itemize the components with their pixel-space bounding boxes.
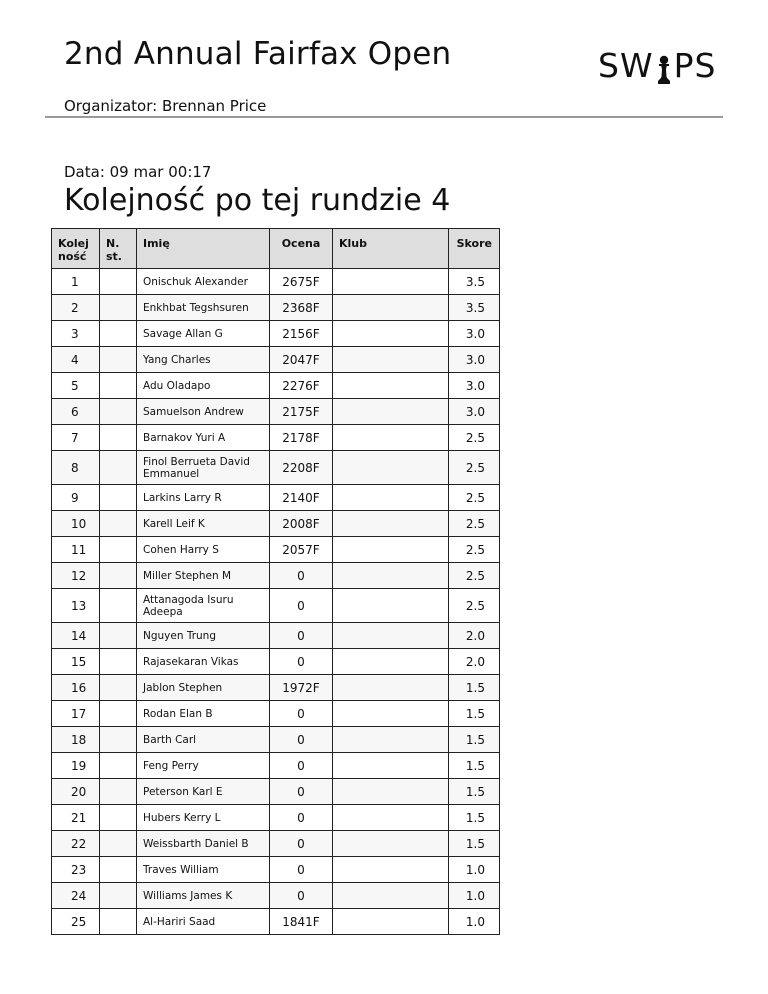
start-number-cell [100,883,137,909]
table-row [52,675,500,701]
club-cell [333,485,449,511]
logo-text-right: PS [673,46,717,85]
start-number-cell [100,425,137,451]
table-row [52,321,500,347]
start-number-cell [100,511,137,537]
club-cell [333,623,449,649]
rank-cell: 1 [52,269,100,295]
start-number-cell [100,623,137,649]
table-row [52,399,500,425]
rank-cell: 25 [52,909,100,935]
player-name-cell: Barth Carl [137,727,270,753]
rating-cell: 1841F [270,909,333,935]
player-name-cell: Feng Perry [137,753,270,779]
table-row [52,649,500,675]
player-name-cell: Barnakov Yuri A [137,425,270,451]
column-header-name: Imię [137,229,270,269]
rating-cell: 1972F [270,675,333,701]
player-name-cell: Weissbarth Daniel B [137,831,270,857]
club-cell [333,883,449,909]
club-cell [333,753,449,779]
rank-cell: 18 [52,727,100,753]
rating-cell: 2276F [270,373,333,399]
start-number-cell [100,373,137,399]
player-name-cell: Rajasekaran Vikas [137,649,270,675]
rank-cell: 24 [52,883,100,909]
start-number-cell [100,295,137,321]
rating-cell: 2175F [270,399,333,425]
score-cell: 3.5 [449,269,500,295]
table-row [52,451,500,485]
start-number-cell [100,857,137,883]
table-row [52,589,500,623]
player-name-cell: Peterson Karl E [137,779,270,805]
rank-cell: 20 [52,779,100,805]
club-cell [333,511,449,537]
rating-cell: 2140F [270,485,333,511]
player-name-cell: Nguyen Trung [137,623,270,649]
start-number-cell [100,589,137,623]
rank-cell: 6 [52,399,100,425]
logo-text-left: SW [598,46,654,85]
start-number-cell [100,779,137,805]
table-row [52,753,500,779]
score-cell: 2.5 [449,511,500,537]
rating-cell: 2178F [270,425,333,451]
rating-cell: 0 [270,563,333,589]
rank-cell: 2 [52,295,100,321]
player-name-cell: Cohen Harry S [137,537,270,563]
club-cell [333,563,449,589]
player-name-cell: Hubers Kerry L [137,805,270,831]
score-cell: 2.5 [449,425,500,451]
rank-cell: 15 [52,649,100,675]
table-row [52,857,500,883]
standings-heading: Kolejność po tej rundzie 4 [64,183,451,218]
start-number-cell [100,269,137,295]
column-header-score: Skore [449,229,500,269]
club-cell [333,269,449,295]
club-cell [333,649,449,675]
start-number-cell [100,347,137,373]
start-number-cell [100,831,137,857]
score-cell: 1.5 [449,701,500,727]
club-cell [333,857,449,883]
club-cell [333,347,449,373]
club-cell [333,805,449,831]
score-cell: 2.5 [449,589,500,623]
club-cell [333,779,449,805]
rating-cell: 0 [270,701,333,727]
score-cell: 3.0 [449,321,500,347]
club-cell [333,909,449,935]
rank-cell: 3 [52,321,100,347]
club-cell [333,321,449,347]
rating-cell: 0 [270,857,333,883]
rank-cell: 11 [52,537,100,563]
table-row [52,563,500,589]
chess-pawn-icon [655,55,673,85]
start-number-cell [100,649,137,675]
club-cell [333,425,449,451]
column-header-club: Klub [333,229,449,269]
column-header-rank: Kolej ność [52,229,100,269]
rank-cell: 10 [52,511,100,537]
player-name-cell: Savage Allan G [137,321,270,347]
score-cell: 1.5 [449,753,500,779]
player-name-cell: Miller Stephen M [137,563,270,589]
table-row [52,779,500,805]
rating-cell: 2047F [270,347,333,373]
rank-cell: 13 [52,589,100,623]
start-number-cell [100,909,137,935]
page-title: 2nd Annual Fairfax Open [64,36,452,72]
score-cell: 1.5 [449,779,500,805]
score-cell: 3.0 [449,373,500,399]
rating-cell: 2208F [270,451,333,485]
score-cell: 2.5 [449,451,500,485]
club-cell [333,589,449,623]
player-name-cell: Traves William [137,857,270,883]
table-row [52,347,500,373]
score-cell: 1.5 [449,805,500,831]
rating-cell: 2156F [270,321,333,347]
rating-cell: 0 [270,623,333,649]
player-name-cell: Williams James K [137,883,270,909]
table-row [52,727,500,753]
table-row [52,537,500,563]
player-name-cell: Larkins Larry R [137,485,270,511]
rating-cell: 0 [270,649,333,675]
standings-table [51,228,500,935]
club-cell [333,451,449,485]
rating-cell: 2675F [270,269,333,295]
start-number-cell [100,485,137,511]
rank-cell: 5 [52,373,100,399]
player-name-cell: Attanagoda Isuru Adeepa [137,589,270,623]
table-header-row [52,229,500,269]
table-row [52,623,500,649]
rank-cell: 8 [52,451,100,485]
score-cell: 3.0 [449,399,500,425]
rank-cell: 22 [52,831,100,857]
club-cell [333,701,449,727]
club-cell [333,675,449,701]
score-cell: 1.5 [449,727,500,753]
table-row [52,883,500,909]
organizer-text: Organizator: Brennan Price [64,97,267,115]
rating-cell: 0 [270,727,333,753]
club-cell [333,537,449,563]
rank-cell: 9 [52,485,100,511]
score-cell: 2.0 [449,649,500,675]
player-name-cell: Jablon Stephen [137,675,270,701]
start-number-cell [100,727,137,753]
score-cell: 2.0 [449,623,500,649]
table-row [52,831,500,857]
rank-cell: 23 [52,857,100,883]
table-row [52,511,500,537]
table-row [52,909,500,935]
player-name-cell: Adu Oladapo [137,373,270,399]
rating-cell: 0 [270,589,333,623]
rating-cell: 0 [270,883,333,909]
rating-cell: 0 [270,779,333,805]
table-row [52,295,500,321]
table-row [52,701,500,727]
club-cell [333,399,449,425]
player-name-cell: Yang Charles [137,347,270,373]
start-number-cell [100,675,137,701]
rating-cell: 2057F [270,537,333,563]
rating-cell: 0 [270,805,333,831]
player-name-cell: Karell Leif K [137,511,270,537]
club-cell [333,831,449,857]
player-name-cell: Enkhbat Tegshsuren [137,295,270,321]
club-cell [333,295,449,321]
score-cell: 1.5 [449,831,500,857]
start-number-cell [100,563,137,589]
rank-cell: 17 [52,701,100,727]
start-number-cell [100,805,137,831]
player-name-cell: Samuelson Andrew [137,399,270,425]
rank-cell: 4 [52,347,100,373]
rank-cell: 21 [52,805,100,831]
score-cell: 2.5 [449,537,500,563]
score-cell: 1.0 [449,909,500,935]
player-name-cell: Rodan Elan B [137,701,270,727]
start-number-cell [100,451,137,485]
table-row [52,425,500,451]
table-row [52,269,500,295]
table-row [52,485,500,511]
score-cell: 1.0 [449,857,500,883]
rating-cell: 2008F [270,511,333,537]
player-name-cell: Al-Hariri Saad [137,909,270,935]
rank-cell: 19 [52,753,100,779]
table-row [52,805,500,831]
score-cell: 3.0 [449,347,500,373]
swiss-logo [598,46,716,85]
date-text: Data: 09 mar 00:17 [64,163,212,181]
player-name-cell: Onischuk Alexander [137,269,270,295]
start-number-cell [100,399,137,425]
rank-cell: 16 [52,675,100,701]
rank-cell: 12 [52,563,100,589]
column-header-rating: Ocena [270,229,333,269]
start-number-cell [100,537,137,563]
rating-cell: 2368F [270,295,333,321]
rank-cell: 7 [52,425,100,451]
start-number-cell [100,701,137,727]
start-number-cell [100,321,137,347]
score-cell: 2.5 [449,563,500,589]
club-cell [333,373,449,399]
column-header-start-no: N. st. [100,229,137,269]
start-number-cell [100,753,137,779]
score-cell: 1.0 [449,883,500,909]
rating-cell: 0 [270,831,333,857]
table-row [52,373,500,399]
score-cell: 3.5 [449,295,500,321]
score-cell: 2.5 [449,485,500,511]
score-cell: 1.5 [449,675,500,701]
rank-cell: 14 [52,623,100,649]
club-cell [333,727,449,753]
header-divider [45,116,723,118]
player-name-cell: Finol Berrueta David Emmanuel [137,451,270,485]
rating-cell: 0 [270,753,333,779]
